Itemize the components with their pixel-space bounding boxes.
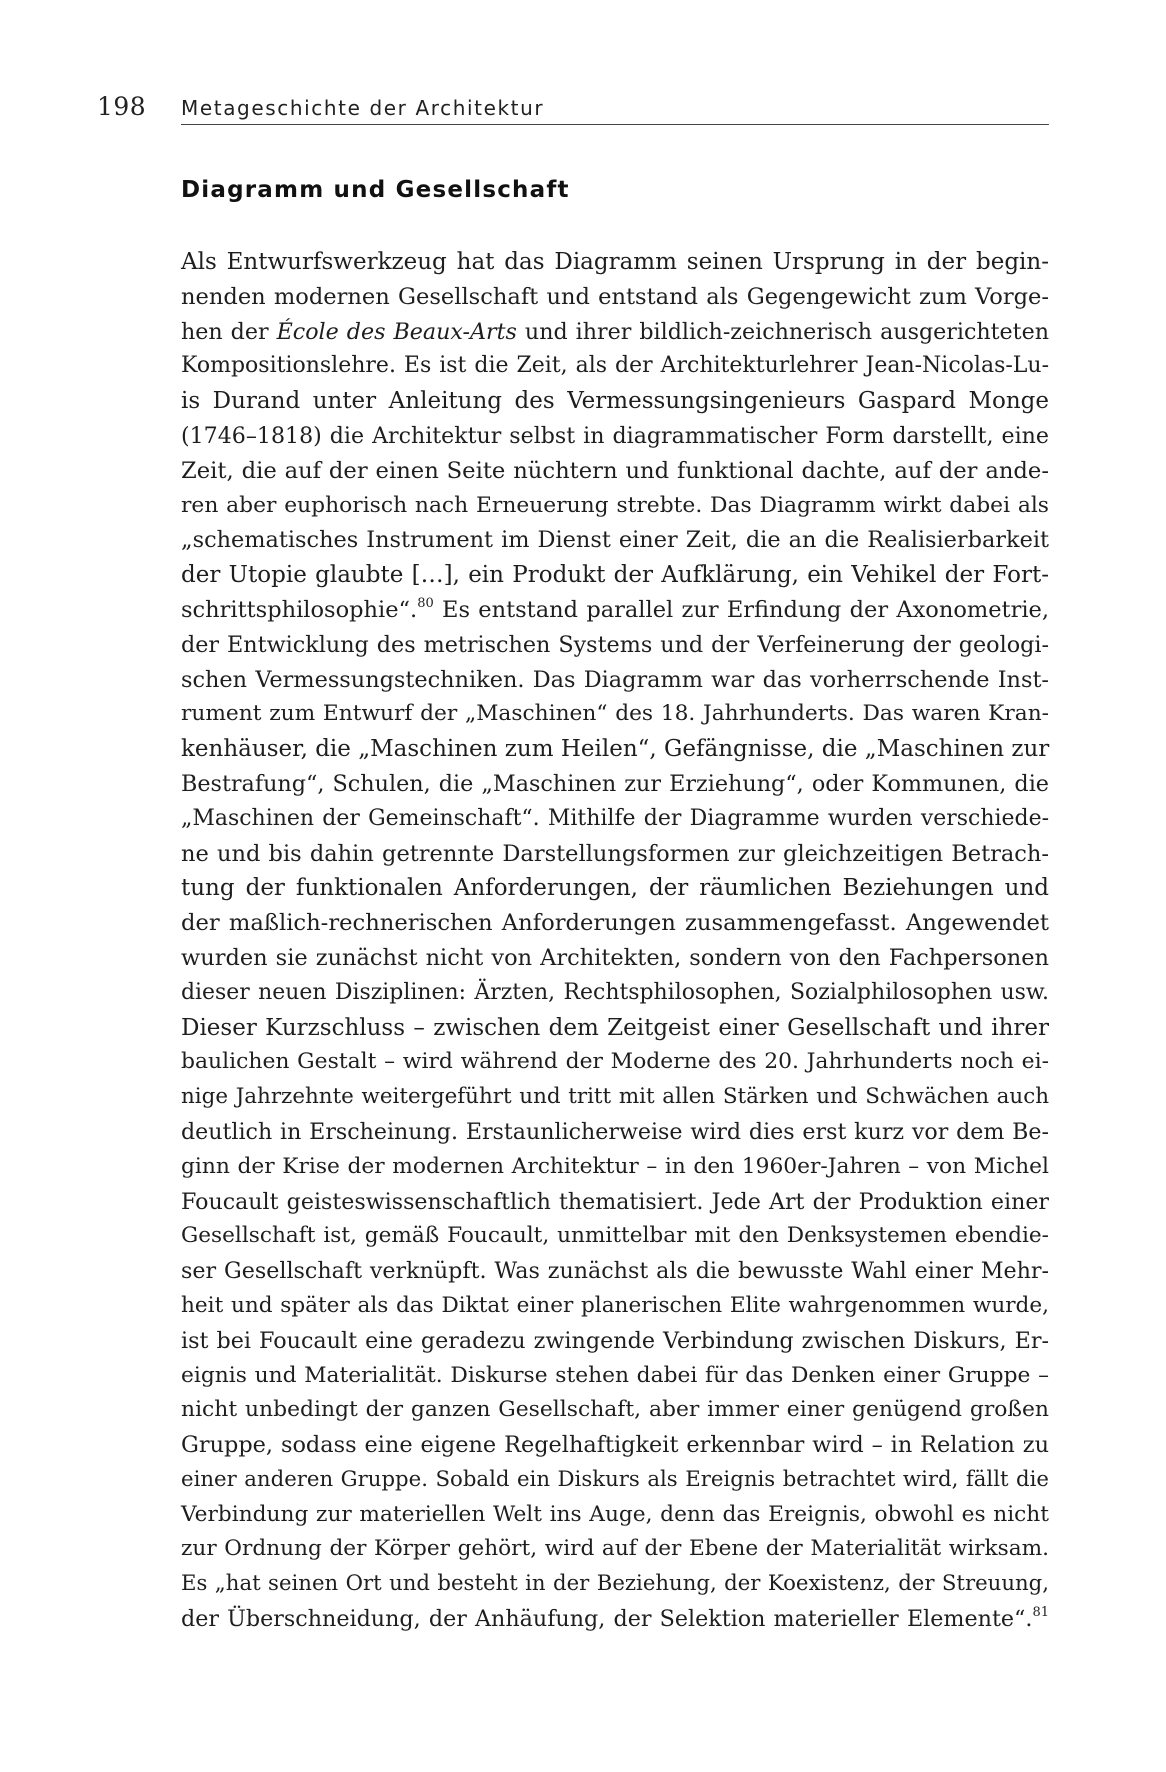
section-heading: Diagramm und Gesellschaft [181,177,570,203]
text-line: Gesellschaft ist, gemäß Foucault, unmittelbar mit den Denksystemen ebendie- [181,1223,1049,1249]
text-line: Verbindung zur materiellen Welt ins Auge, denn das Ereignis, obwohl es nicht [181,1501,1049,1527]
text-line: einer anderen Gruppe. Sobald ein Diskurs als Ereignis betrachtet wird, fällt die [181,1466,1049,1492]
text-line: schen Vermessungstechniken. Das Diagramm war das vorherrschende Inst- [181,666,1049,693]
text-line: ginn der Krise der modernen Architektur – in den 1960er-Jahren – von Michel [181,1153,1049,1179]
text-line: ne und bis dahin getrennte Darstellungsformen zur gleichzeitigen Betrach- [181,840,1049,867]
text-line: Bestrafung“, Schulen, die „Maschinen zur Erziehung“, oder Kommunen, die [181,770,1049,797]
header-rule [181,124,1049,125]
text-line: is Durand unter Anleitung des Vermessungsingenieurs Gaspard Monge [181,388,1049,415]
text-line: Als Entwurfswerkzeug hat das Diagramm seinen Ursprung in der begin- [181,249,1049,275]
body-text [181,245,1049,1637]
text-line: eignis und Materialität. Diskurse stehen dabei für das Denken einer Gruppe – [181,1362,1049,1388]
text-line: hen der École des Beaux-Arts und ihrer bildlich-zeichnerisch ausgerichteten [181,318,1049,345]
text-line: heit und später als das Diktat einer planerischen Elite wahrgenommen wurde, [181,1292,1049,1318]
text-line: deutlich in Erscheinung. Erstaunlicherweise wird dies erst kurz vor dem Be- [181,1118,1049,1145]
text-line: „Maschinen der Gemeinschaft“. Mithilfe der Diagramme wurden verschiede- [181,805,1049,831]
text-line: (1746–1818) die Architektur selbst in diagrammatischer Form darstellt, eine [181,422,1049,449]
text-line: rument zum Entwurf der „Maschinen“ des 18. Jahrhunderts. Das waren Kran- [181,701,1049,727]
running-title: Metageschichte der Architektur [181,96,545,120]
text-line: ser Gesellschaft verknüpft. Was zunächst als die bewusste Wahl einer Mehr- [181,1258,1049,1285]
text-line: ist bei Foucault eine geradezu zwingende Verbindung zwischen Diskurs, Er- [181,1327,1049,1354]
text-line: Zeit, die auf der einen Seite nüchtern und funktional dachte, auf der ande- [181,457,1049,484]
page-number: 198 [97,92,147,121]
text-line: Kompositionslehre. Es ist die Zeit, als der Architekturlehrer Jean-Nicolas-Lu- [181,353,1049,379]
text-line: nicht unbedingt der ganzen Gesellschaft, aber immer einer genügend großen [181,1397,1049,1423]
text-line: Dieser Kurzschluss – zwischen dem Zeitgeist einer Gesellschaft und ihrer [181,1014,1049,1041]
footnote-marker[interactable]: 80 [417,595,434,611]
text-line: kenhäuser, die „Maschinen zum Heilen“, Gefängnisse, die „Maschinen zur [181,736,1050,763]
italic-title: École des Beaux-Arts [276,318,517,345]
text-line: der maßlich-rechnerischen Anforderungen zusammengefasst. Angewendet [181,910,1049,937]
text-line: wurden sie zunächst nicht von Architekten, sondern von den Fachpersonen [181,944,1049,971]
text-line: „schematisches Instrument im Dienst einer Zeit, die an die Realisierbarkeit [181,527,1049,554]
text-line: ren aber euphorisch nach Erneuerung strebte. Das Diagramm wirkt dabei als [181,492,1049,518]
text-line: baulichen Gestalt – wird während der Moderne des 20. Jahrhunderts noch ei- [181,1049,1049,1075]
footnote-marker[interactable]: 81 [1032,1605,1049,1621]
running-head [0,88,1166,128]
text-line: Es „hat seinen Ort und besteht in der Beziehung, der Koexistenz, der Streuung, [181,1571,1049,1597]
text-line: dieser neuen Disziplinen: Ärzten, Rechtsphilosophen, Sozialphilosophen usw. [181,979,1049,1005]
text-line: schrittsphilosophie“.$^{80}$ Es entstand parallel zur Erfindung der Axonometrie, [181,595,1049,623]
text-line: tung der funktionalen Anforderungen, der räumlichen Beziehungen und [181,875,1049,902]
text-line: zur Ordnung der Körper gehört, wird auf der Ebene der Materialität wirksam. [181,1536,1049,1562]
text-line: nige Jahrzehnte weitergeführt und tritt mit allen Stärken und Schwächen auch [181,1084,1049,1110]
text-line: der Überschneidung, der Anhäufung, der Selektion materieller Elemente“.$^{81}$ [181,1605,1049,1633]
text-line: Gruppe, sodass eine eigene Regelhaftigkeit erkennbar wird – in Relation zu [181,1432,1049,1459]
text-line: der Utopie glaubte […], ein Produkt der Aufklärung, ein Vehikel der Fort- [181,562,1049,589]
text-line: der Entwicklung des metrischen Systems und der Verfeinerung der geologi- [181,631,1049,658]
text-line: Foucault geisteswissenschaftlich thematisiert. Jede Art der Produktion einer [181,1188,1049,1215]
text-line: nenden modernen Gesellschaft und entstand als Gegengewicht zum Vorge- [181,283,1049,310]
